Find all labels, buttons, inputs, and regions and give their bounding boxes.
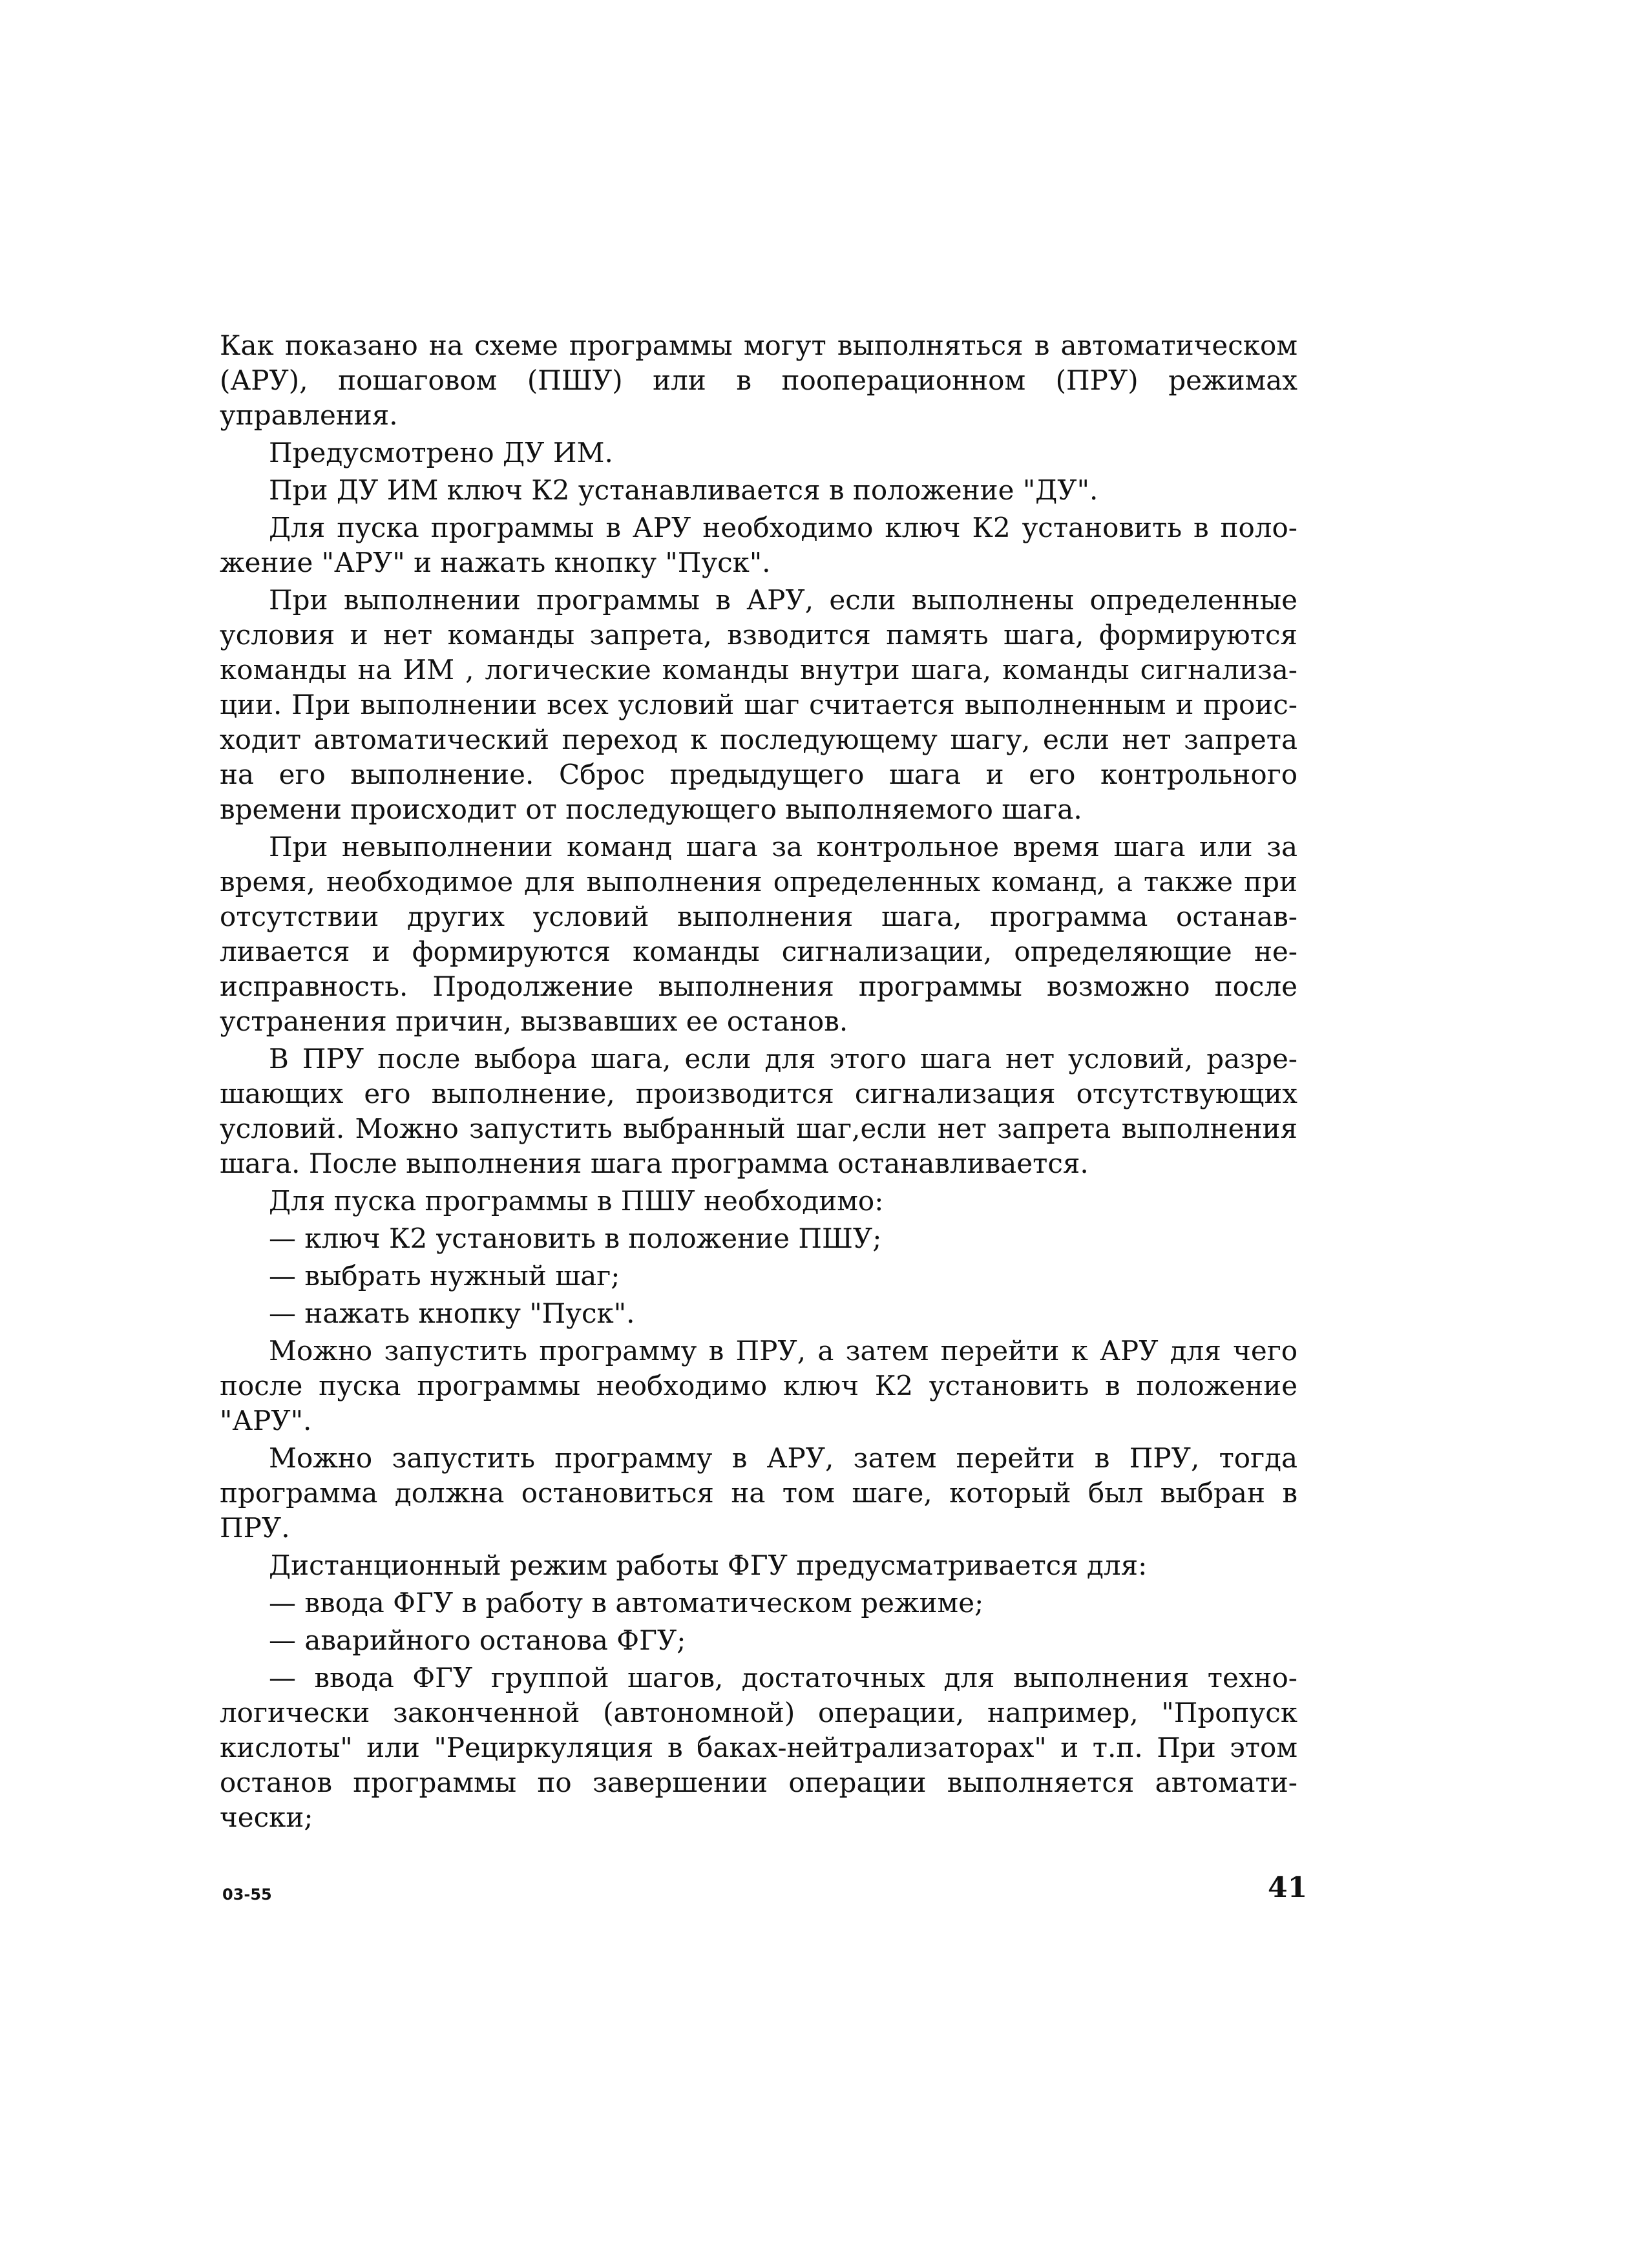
paragraph: В ПРУ после выбора шага, если для этого шага нет условий, разрешающих его выполнение, производится сигнализация отсутствующих условий. Можно запустить выбранный шаг,если нет запрета выполнения шага. После выполнения шага программа останавливается. <box>220 1043 1297 1179</box>
paragraph: Можно запустить программу в ПРУ, а затем перейти к АРУ для чего после пуска программы необходимо ключ К2 установить в положение "АРУ". <box>220 1335 1297 1436</box>
body-text <box>220 328 1297 1838</box>
list-item: — нажать кнопку "Пуск". <box>269 1297 635 1329</box>
list-item: — выбрать нужный шаг; <box>269 1260 620 1292</box>
paragraph: Предусмотрено ДУ ИМ. <box>269 437 613 468</box>
list-item: — ключ К2 установить в положение ПШУ; <box>269 1223 882 1254</box>
paragraph: Можно запустить программу в АРУ, затем перейти в ПРУ, тогда программа должна остановиться на том шаге, который был выбран в ПРУ. <box>220 1442 1297 1544</box>
list-item: — ввода ФГУ в работу в автоматическом режиме; <box>269 1587 984 1619</box>
paragraph: Для пуска программы в ПШУ необходимо: <box>269 1185 884 1217</box>
list-item: — аварийного останова ФГУ; <box>269 1624 686 1656</box>
list-item: — ввода ФГУ группой шагов, достаточных для выполнения технологически законченной (автономной) операции, например, "Пропуск кислоты" или "Рециркуляция в баках-нейтрализаторах" и т.п. При этом останов программы по завершении операции выполняется автоматически; <box>220 1662 1297 1833</box>
paragraph: При выполнении программы в АРУ, если выполнены определенные условия и нет команды запрета, взводится память шага, формируются команды на ИМ , логические команды внутри шага, команды сигнализации. При выполнении всех условий шаг считается выполненным и происходит автоматический переход к последующему шагу, если нет запрета на его выполнение. Сброс предыдущего шага и его контрольного времени происходит от последующего выполняемого шага. <box>220 584 1297 825</box>
page-number: 41 <box>1268 1871 1308 1904</box>
paragraph: При ДУ ИМ ключ К2 устанавливается в положение "ДУ". <box>269 474 1098 506</box>
paragraph: При невыполнении команд шага за контрольное время шага или за время, необходимое для выполнения определенных команд, а также при отсутствии других условий выполнения шага, программа останавливается и формируются команды сигнализации, определяющие неисправность. Продолжение выполнения программы возможно после устранения причин, вызвавших ее останов. <box>220 831 1297 1037</box>
paragraph: Как показано на схеме программы могут выполняться в автоматическом (АРУ), пошаговом (ПШУ) или в пооперационном (ПРУ) режимах управления. <box>220 330 1297 431</box>
paragraph: Для пуска программы в АРУ необходимо ключ К2 установить в положение "АРУ" и нажать кнопку "Пуск". <box>220 512 1297 578</box>
paragraph: Дистанционный режим работы ФГУ предусматривается для: <box>269 1549 1148 1581</box>
document-code: 03-55 <box>222 1885 272 1904</box>
